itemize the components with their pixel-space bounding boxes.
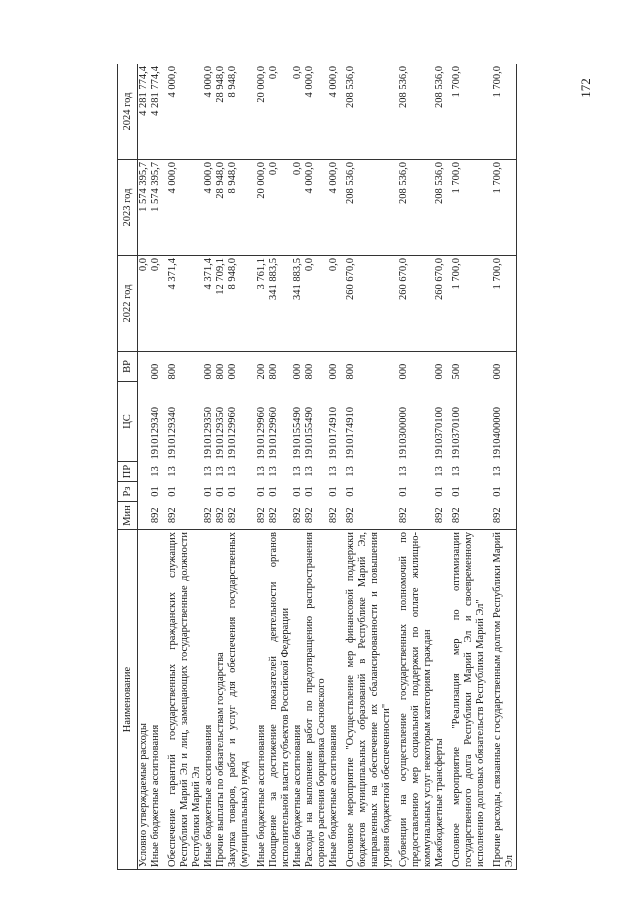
cell-pr: 13 bbox=[487, 462, 517, 482]
cell-min: 892 bbox=[304, 502, 328, 530]
table-row bbox=[138, 64, 151, 870]
cell-cs: 1910129960 bbox=[227, 407, 238, 460]
cell-2023: 4 000,0 bbox=[328, 160, 340, 256]
cell-2024: 4 000,0 bbox=[328, 64, 340, 160]
table-row bbox=[227, 64, 251, 870]
cell-name: Поощрение за достижение показателей деятельности органов исполнительной власти субъектов Российской Федерации bbox=[268, 530, 292, 870]
cell-name: Условно утверждаемые расходы bbox=[138, 530, 151, 870]
cell-2022: 8 948,0 bbox=[227, 256, 251, 352]
cell-rz: 01 bbox=[150, 486, 161, 497]
cell-pr: 13 bbox=[150, 466, 161, 477]
cell-rz: 01 bbox=[256, 486, 267, 497]
cell-rz: 01 bbox=[304, 486, 315, 497]
cell-cs: 1910129350 bbox=[215, 407, 226, 460]
table-row bbox=[328, 64, 340, 870]
cell-cs: 1910129960 bbox=[268, 407, 279, 460]
cell-2023: 0,0 bbox=[292, 160, 304, 256]
cell-2023: 1 574 395,7 bbox=[150, 160, 162, 256]
cell-name: Субвенции на осуществление государственных полномочий по предоставлению мер социальной поддержки по оплате жилищно-коммунальных услуг некоторым категориям граждан bbox=[393, 530, 434, 870]
table-row bbox=[434, 64, 446, 870]
cell-2024: 1 700,0 bbox=[446, 64, 487, 160]
cell-name: Расходы на выполнение работ по предотвращению распространения сорного растения борщевика Сосновского bbox=[304, 530, 328, 870]
cell-name: Иные бюджетные ассигнования bbox=[292, 530, 304, 870]
table-row bbox=[251, 64, 268, 870]
cell-rz: 01 bbox=[434, 486, 445, 497]
table-row bbox=[487, 64, 517, 870]
cell-cs: 1910400000 bbox=[487, 382, 517, 462]
cell-pr: 13 bbox=[451, 466, 462, 477]
cell-name: Обеспечение гарантий государственных гражданских служащих Республики Марий Эл и лиц, замещающих государственные должности Республики Марий Эл bbox=[162, 530, 203, 870]
cell-2022: 4 371,4 bbox=[203, 256, 215, 352]
cell-pr bbox=[138, 462, 151, 482]
cell-rz: 01 bbox=[268, 486, 279, 497]
cell-pr: 13 bbox=[215, 466, 226, 477]
header-name: Наименование bbox=[118, 530, 138, 870]
cell-2023: 28 948,0 bbox=[215, 160, 227, 256]
cell-2022: 0,0 bbox=[150, 256, 162, 352]
cell-pr: 13 bbox=[398, 466, 409, 477]
cell-min: 892 bbox=[162, 502, 203, 530]
cell-rz: 01 bbox=[227, 486, 238, 497]
cell-2023: 4 000,0 bbox=[162, 160, 203, 256]
cell-rz: 01 bbox=[215, 486, 226, 497]
header-cs: ЦС bbox=[118, 382, 138, 462]
cell-2023: 1 700,0 bbox=[446, 160, 487, 256]
budget-table bbox=[117, 64, 517, 870]
cell-2023: 20 000,0 bbox=[251, 160, 268, 256]
cell-2023: 0,0 bbox=[268, 160, 292, 256]
header-pr: ПР bbox=[118, 462, 138, 482]
rotated-table-wrapper bbox=[117, 64, 604, 870]
cell-2023: 1 700,0 bbox=[487, 160, 517, 256]
cell-cs: 1910174910 bbox=[345, 407, 356, 460]
cell-pr: 13 bbox=[203, 466, 214, 477]
header-vr: ВР bbox=[118, 352, 138, 382]
cell-rz: 01 bbox=[487, 482, 517, 502]
cell-min: 892 bbox=[268, 502, 292, 530]
cell-cs: 1910370100 bbox=[451, 407, 462, 460]
cell-2024: 8 948,0 bbox=[227, 64, 251, 160]
cell-2024: 4 000,0 bbox=[304, 64, 328, 160]
table-row bbox=[304, 64, 328, 870]
cell-min: 892 bbox=[251, 502, 268, 530]
cell-2022: 260 670,0 bbox=[434, 256, 446, 352]
cell-vr: 000 bbox=[434, 352, 446, 382]
cell-pr: 13 bbox=[167, 466, 178, 477]
cell-vr: 000 bbox=[487, 352, 517, 382]
table-row bbox=[203, 64, 215, 870]
cell-min bbox=[138, 502, 151, 530]
cell-cs: 1910129340 bbox=[167, 407, 178, 460]
cell-2024: 4 000,0 bbox=[162, 64, 203, 160]
cell-2022: 12 709,1 bbox=[215, 256, 227, 352]
header-rz: Рз bbox=[118, 482, 138, 502]
cell-min: 892 bbox=[292, 502, 304, 530]
table-header-row bbox=[118, 64, 138, 870]
cell-rz: 01 bbox=[345, 486, 356, 497]
cell-pr: 13 bbox=[345, 466, 356, 477]
cell-name: Прочие расходы, связанные с государственным долгом Республики Марий Эл bbox=[487, 530, 517, 870]
cell-2023: 208 536,0 bbox=[434, 160, 446, 256]
cell-vr: 000 bbox=[203, 352, 215, 382]
cell-rz: 01 bbox=[292, 486, 303, 497]
cell-min: 892 bbox=[446, 502, 487, 530]
cell-rz: 01 bbox=[398, 486, 409, 497]
header-2023: 2023 год bbox=[118, 160, 138, 256]
cell-2022: 3 761,1 bbox=[251, 256, 268, 352]
cell-name: Межбюджетные трансферты bbox=[434, 530, 446, 870]
cell-vr: 000 bbox=[150, 352, 162, 382]
cell-min: 892 bbox=[203, 502, 215, 530]
cell-2022: 260 670,0 bbox=[393, 256, 434, 352]
cell-cs: 1910174910 bbox=[328, 407, 339, 460]
cell-2023: 208 536,0 bbox=[340, 160, 393, 256]
cell-rz: 01 bbox=[167, 486, 178, 497]
cell-pr: 13 bbox=[227, 466, 238, 477]
cell-2022: 0,0 bbox=[138, 256, 151, 352]
cell-name: Прочие выплаты по обязательствам государства bbox=[215, 530, 227, 870]
cell-name: Иные бюджетные ассигнования bbox=[203, 530, 215, 870]
cell-2022: 1 700,0 bbox=[487, 256, 517, 352]
cell-min: 892 bbox=[227, 502, 251, 530]
cell-2023: 208 536,0 bbox=[393, 160, 434, 256]
cell-pr: 13 bbox=[304, 466, 315, 477]
cell-2024: 208 536,0 bbox=[340, 64, 393, 160]
table-row bbox=[162, 64, 203, 870]
cell-rz: 01 bbox=[203, 486, 214, 497]
page-number: 172 bbox=[577, 78, 593, 98]
cell-2024: 208 536,0 bbox=[393, 64, 434, 160]
table-row bbox=[268, 64, 292, 870]
cell-rz: 01 bbox=[328, 486, 339, 497]
cell-pr: 13 bbox=[328, 466, 339, 477]
header-2024: 2024 год bbox=[118, 64, 138, 160]
cell-cs: 1910129350 bbox=[203, 407, 214, 460]
cell-vr: 000 bbox=[328, 352, 340, 382]
cell-cs: 1910300000 bbox=[398, 407, 409, 460]
header-min: Мин bbox=[118, 502, 138, 530]
cell-min: 892 bbox=[215, 502, 227, 530]
cell-vr: 000 bbox=[227, 352, 251, 382]
cell-2024: 0,0 bbox=[292, 64, 304, 160]
table-row bbox=[393, 64, 434, 870]
cell-vr: 200 bbox=[251, 352, 268, 382]
cell-name: Закупка товаров, работ и услуг для обеспечения государственных (муниципальных) нужд bbox=[227, 530, 251, 870]
table-row bbox=[150, 64, 162, 870]
cell-vr: 800 bbox=[340, 352, 393, 382]
cell-2023: 8 948,0 bbox=[227, 160, 251, 256]
cell-2022: 4 371,4 bbox=[162, 256, 203, 352]
cell-cs: 1910155490 bbox=[292, 407, 303, 460]
cell-min: 892 bbox=[150, 502, 162, 530]
cell-2024: 208 536,0 bbox=[434, 64, 446, 160]
cell-2022: 341 883,5 bbox=[268, 256, 292, 352]
cell-vr: 500 bbox=[446, 352, 487, 382]
cell-name: Иные бюджетные ассигнования bbox=[328, 530, 340, 870]
cell-2024: 4 281 774,4 bbox=[138, 64, 151, 160]
cell-2024: 20 000,0 bbox=[251, 64, 268, 160]
cell-vr: 800 bbox=[215, 352, 227, 382]
cell-2023: 4 000,0 bbox=[304, 160, 328, 256]
cell-name: Основное мероприятие "Реализация мер по оптимизации государственного долга Республики Марий Эл и своевременному исполнению долговых обязательств Республики Марий Эл" bbox=[446, 530, 487, 870]
table-stage bbox=[117, 64, 604, 870]
table-row bbox=[292, 64, 304, 870]
cell-2022: 1 700,0 bbox=[446, 256, 487, 352]
cell-min: 892 bbox=[434, 502, 446, 530]
header-2022: 2022 год bbox=[118, 256, 138, 352]
cell-min: 892 bbox=[487, 502, 517, 530]
cell-vr: 800 bbox=[304, 352, 328, 382]
cell-vr bbox=[138, 352, 151, 382]
cell-cs: 1910155490 bbox=[304, 407, 315, 460]
cell-2022: 0,0 bbox=[304, 256, 328, 352]
cell-cs: 1910370100 bbox=[434, 407, 445, 460]
cell-name: Основное мероприятие "Осуществление мер финансовой поддержки бюджетов муниципальных образований в Республике Марий Эл, направленных на обеспечение их сбалансированности и повышения уровня бюджетной обеспеченности" bbox=[340, 530, 393, 870]
cell-cs: 1910129340 bbox=[150, 407, 161, 460]
cell-cs bbox=[138, 382, 151, 462]
table-row bbox=[446, 64, 487, 870]
cell-cs: 1910129960 bbox=[256, 407, 267, 460]
table-body bbox=[138, 64, 517, 870]
cell-pr: 13 bbox=[268, 466, 279, 477]
cell-pr: 13 bbox=[434, 466, 445, 477]
cell-vr: 000 bbox=[393, 352, 434, 382]
cell-2024: 4 281 774,4 bbox=[150, 64, 162, 160]
table-row bbox=[340, 64, 393, 870]
cell-name: Иные бюджетные ассигнования bbox=[150, 530, 162, 870]
cell-pr: 13 bbox=[292, 466, 303, 477]
cell-2022: 341 883,5 bbox=[292, 256, 304, 352]
cell-2023: 4 000,0 bbox=[203, 160, 215, 256]
cell-2022: 0,0 bbox=[328, 256, 340, 352]
cell-rz: 01 bbox=[451, 486, 462, 497]
cell-rz bbox=[138, 482, 151, 502]
cell-pr: 13 bbox=[256, 466, 267, 477]
cell-name: Иные бюджетные ассигнования bbox=[251, 530, 268, 870]
cell-vr: 800 bbox=[162, 352, 203, 382]
cell-min: 892 bbox=[393, 502, 434, 530]
cell-2022: 260 670,0 bbox=[340, 256, 393, 352]
cell-2024: 28 948,0 bbox=[215, 64, 227, 160]
cell-2024: 4 000,0 bbox=[203, 64, 215, 160]
cell-min: 892 bbox=[328, 502, 340, 530]
cell-vr: 800 bbox=[268, 352, 292, 382]
cell-vr: 000 bbox=[292, 352, 304, 382]
table-row bbox=[215, 64, 227, 870]
cell-2024: 0,0 bbox=[268, 64, 292, 160]
cell-min: 892 bbox=[340, 502, 393, 530]
cell-2023: 1 574 395,7 bbox=[138, 160, 151, 256]
cell-2024: 1 700,0 bbox=[487, 64, 517, 160]
